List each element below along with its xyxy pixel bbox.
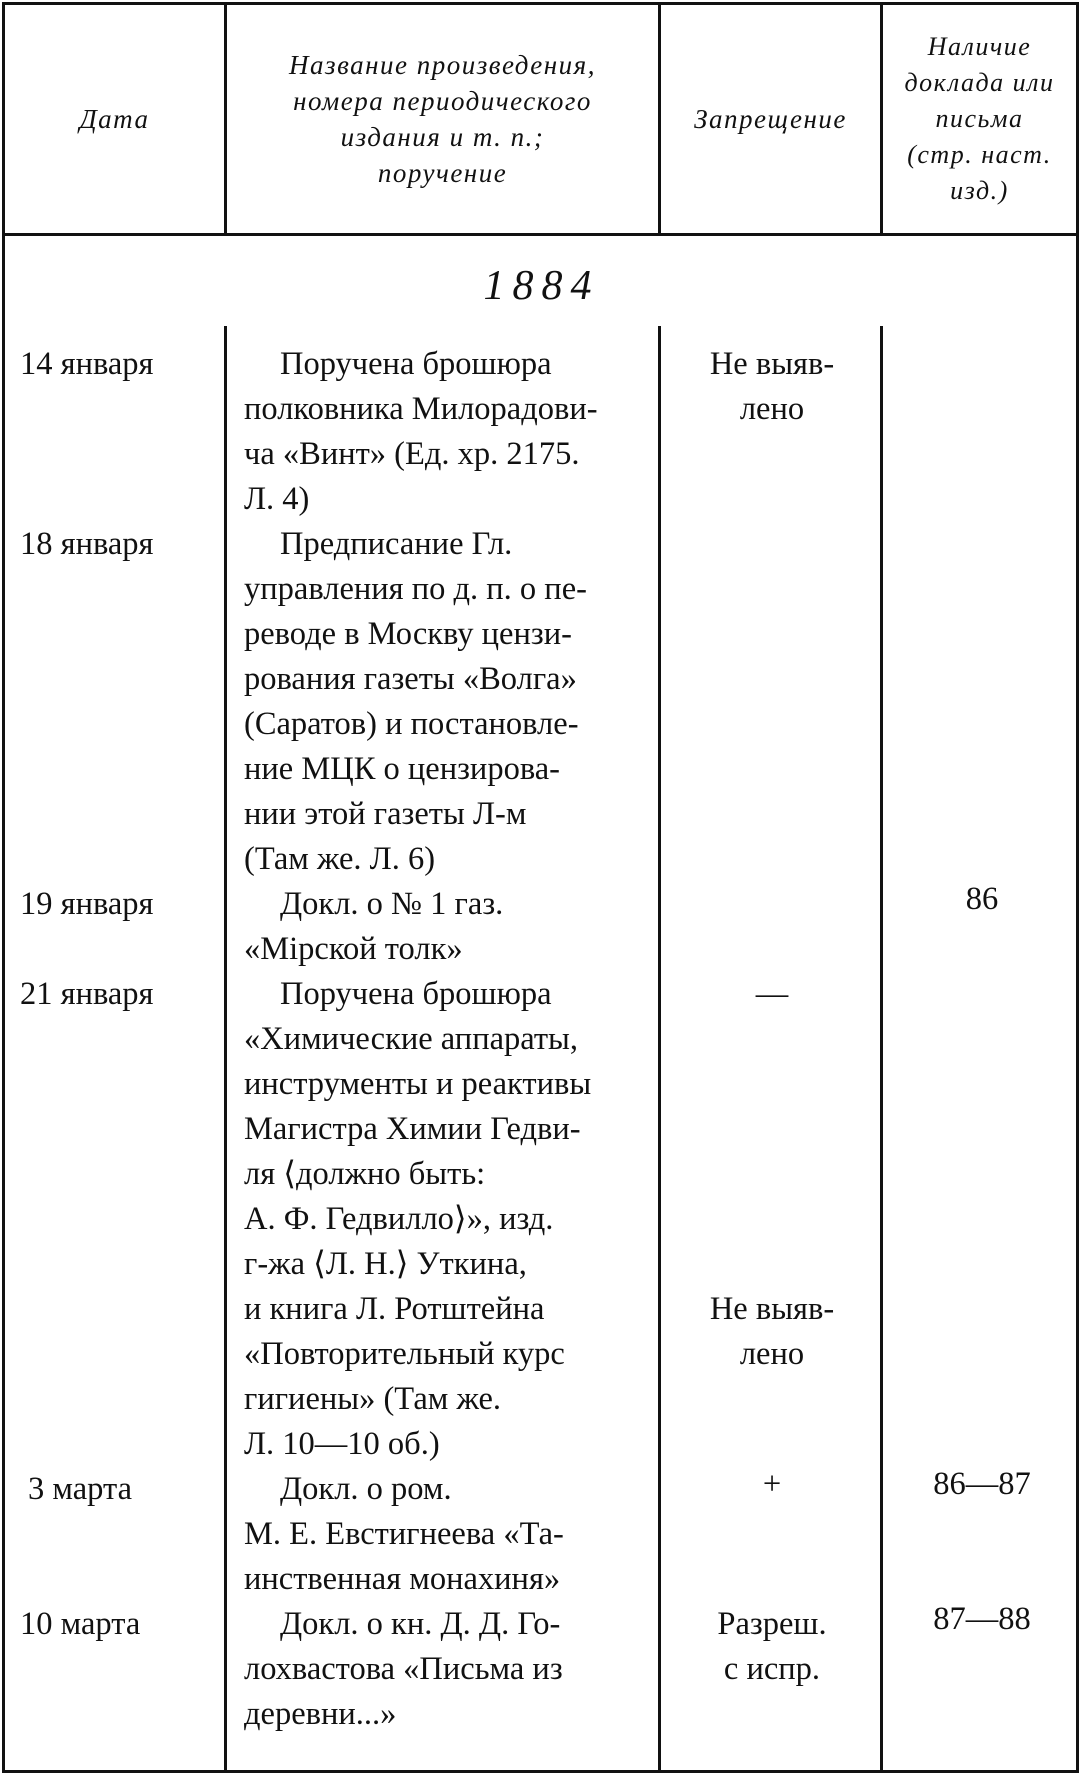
header-date-label: Дата [79, 104, 150, 134]
header-divider [2, 233, 1079, 236]
row-1-work: Поручена брошюра полковника Милорадови- ча «Винт» (Ед. хр. 2175. Л. 4) [244, 346, 598, 517]
year-heading: 1884 [483, 263, 600, 309]
header-ban [661, 5, 880, 233]
header-report-label: Наличие доклада или письма (стр. наст. изд.) [904, 32, 1055, 205]
header-date [5, 5, 224, 233]
header-work-label: Название произведения, номера периодического издания и т. п.; поручение [289, 50, 596, 188]
row-6-work: Докл. о кн. Д. Д. Го- лохвастова «Письма из деревни...» [244, 1606, 563, 1732]
row-5-report: 86—87 [933, 1466, 1031, 1502]
header-work [227, 5, 658, 233]
column-rule-2-body [658, 326, 661, 1773]
row-5-work: Докл. о ром. М. Е. Евстигнеева «Та- инственная монахиня» [244, 1471, 564, 1597]
row-4-ban: — [755, 976, 789, 1012]
header-ban-label: Запрещение [694, 104, 847, 134]
row-2-date: 18 января [20, 526, 154, 562]
row-5-date: 3 марта [28, 1471, 132, 1507]
row-4-date: 21 января [20, 976, 154, 1012]
row-3-report: 86 [965, 881, 999, 917]
column-rule-3-body [880, 326, 883, 1773]
row-6-report: 87—88 [933, 1601, 1031, 1637]
row-5-ban: + [762, 1466, 782, 1502]
row-6-ban: Разреш. с испр. [717, 1606, 827, 1687]
row-3-date: 19 января [20, 886, 154, 922]
row-1-date: 14 января [20, 346, 154, 382]
row-3-work: Докл. о № 1 газ. «Мірской толк» [244, 886, 504, 967]
row-6-date: 10 марта [20, 1606, 141, 1642]
header-report [883, 5, 1076, 233]
row-1-ban: Не выяв- лено [709, 346, 835, 427]
row-2-work: Предписание Гл. управления по д. п. о пе- реводе в Москву цензи- рования газеты «Волга» (Саратов) и постановле- ние МЦК о цензирова- нии этой газеты Л-м (Там же. Л. 6) [244, 526, 587, 877]
row-4-work: Поручена брошюра «Химические аппараты, инструменты и реактивы Магистра Химии Гедви- ля ⟨должно быть: А. Ф. Гедвилло⟩», изд. г-жа ⟨Л. Н.⟩ Уткина, и книга Л. Ротштейна «Повторительный курс гигиены» (Там же. Л. 10—10 об.) [244, 976, 592, 1462]
row-4-ban-second: Не выяв- лено [709, 1291, 835, 1372]
